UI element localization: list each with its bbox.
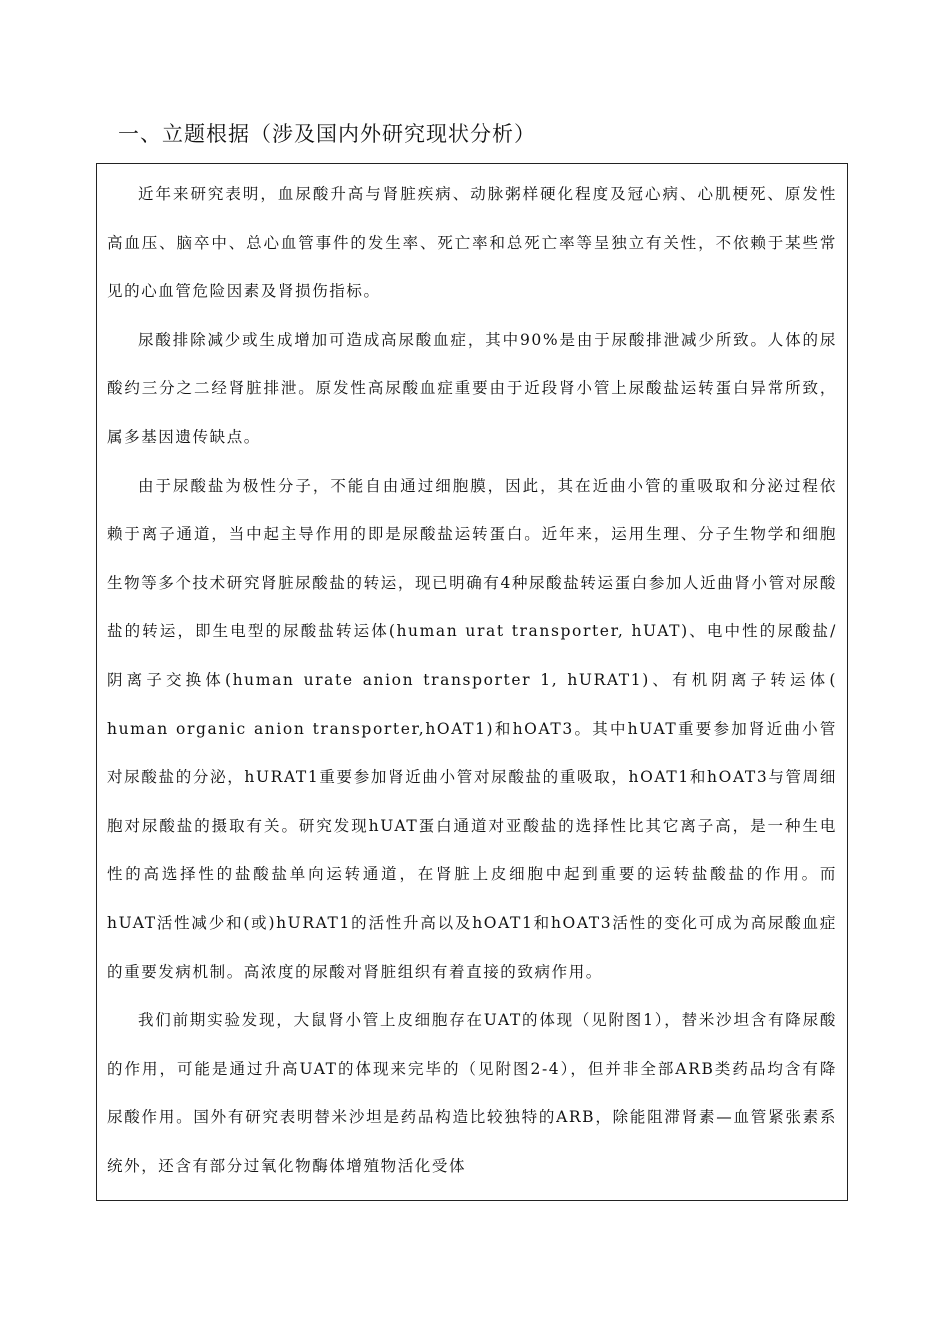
paragraph-experiment-findings: 我们前期实验发现，大鼠肾小管上皮细胞存在UAT的体现（见附图1），替米沙坦含有降尿酸的作用，可能是通过升高UAT的体现来完毕的（见附图2-4），但并非全部ARB类药品均含有降尿酸作用。国外有研究表明替米沙坦是药品构造比较独特的ARB，除能阻滞肾素—血管紧张素系统外，还含有部分过氧化物酶体增殖物活化受体 xyxy=(107,1011,837,1175)
content-box xyxy=(96,163,848,1201)
content-body xyxy=(107,170,837,1190)
paragraph-urate-transporters: 由于尿酸盐为极性分子，不能自由通过细胞膜，因此，其在近曲小管的重吸取和分泌过程依赖于离子通道，当中起主导作用的即是尿酸盐运转蛋白。近年来，运用生理、分子生物学和细胞生物等多个技术研究肾脏尿酸盐的转运，现已明确有4种尿酸盐转运蛋白参加人近曲肾小管对尿酸盐的转运，即生电型的尿酸盐转运体(human urat transporter, hUAT)、电中性的尿酸盐/阴离子交换体(human urate anion transporter 1, hURAT1)、有机阴离子转运体( human organic anion transporter,hOAT1)和hOAT3。其中hUAT重要参加肾近曲小管对尿酸盐的分泌，hURAT1重要参加肾近曲小管对尿酸盐的重吸取，hOAT1和hOAT3与管周细胞对尿酸盐的摄取有关。研究发现hUAT蛋白通道对亚酸盐的选择性比其它离子高，是一种生电性的高选择性的盐酸盐单向运转通道，在肾脏上皮细胞中起到重要的运转盐酸盐的作用。而hUAT活性减少和(或)hURAT1的活性升高以及hOAT1和hOAT3活性的变化可成为高尿酸血症的重要发病机制。高浓度的尿酸对肾脏组织有着直接的致病作用。 xyxy=(107,476,837,981)
section-heading: 一、立题根据（涉及国内外研究现状分析） xyxy=(118,122,536,146)
paragraph-uric-acid-risk: 近年来研究表明，血尿酸升高与肾脏疾病、动脉粥样硬化程度及冠心病、心肌梗死、原发性高血压、脑卒中、总心血管事件的发生率、死亡率和总死亡率等呈独立有关性，不依赖于某些常见的心血管危险因素及肾损伤指标。 xyxy=(107,185,837,301)
paragraph-uric-acid-excretion: 尿酸排除减少或生成增加可造成高尿酸血症，其中90%是由于尿酸排泄减少所致。人体的尿酸约三分之二经肾脏排泄。原发性高尿酸血症重要由于近段肾小管上尿酸盐运转蛋白异常所致，属多基因遗传缺点。 xyxy=(107,330,837,446)
